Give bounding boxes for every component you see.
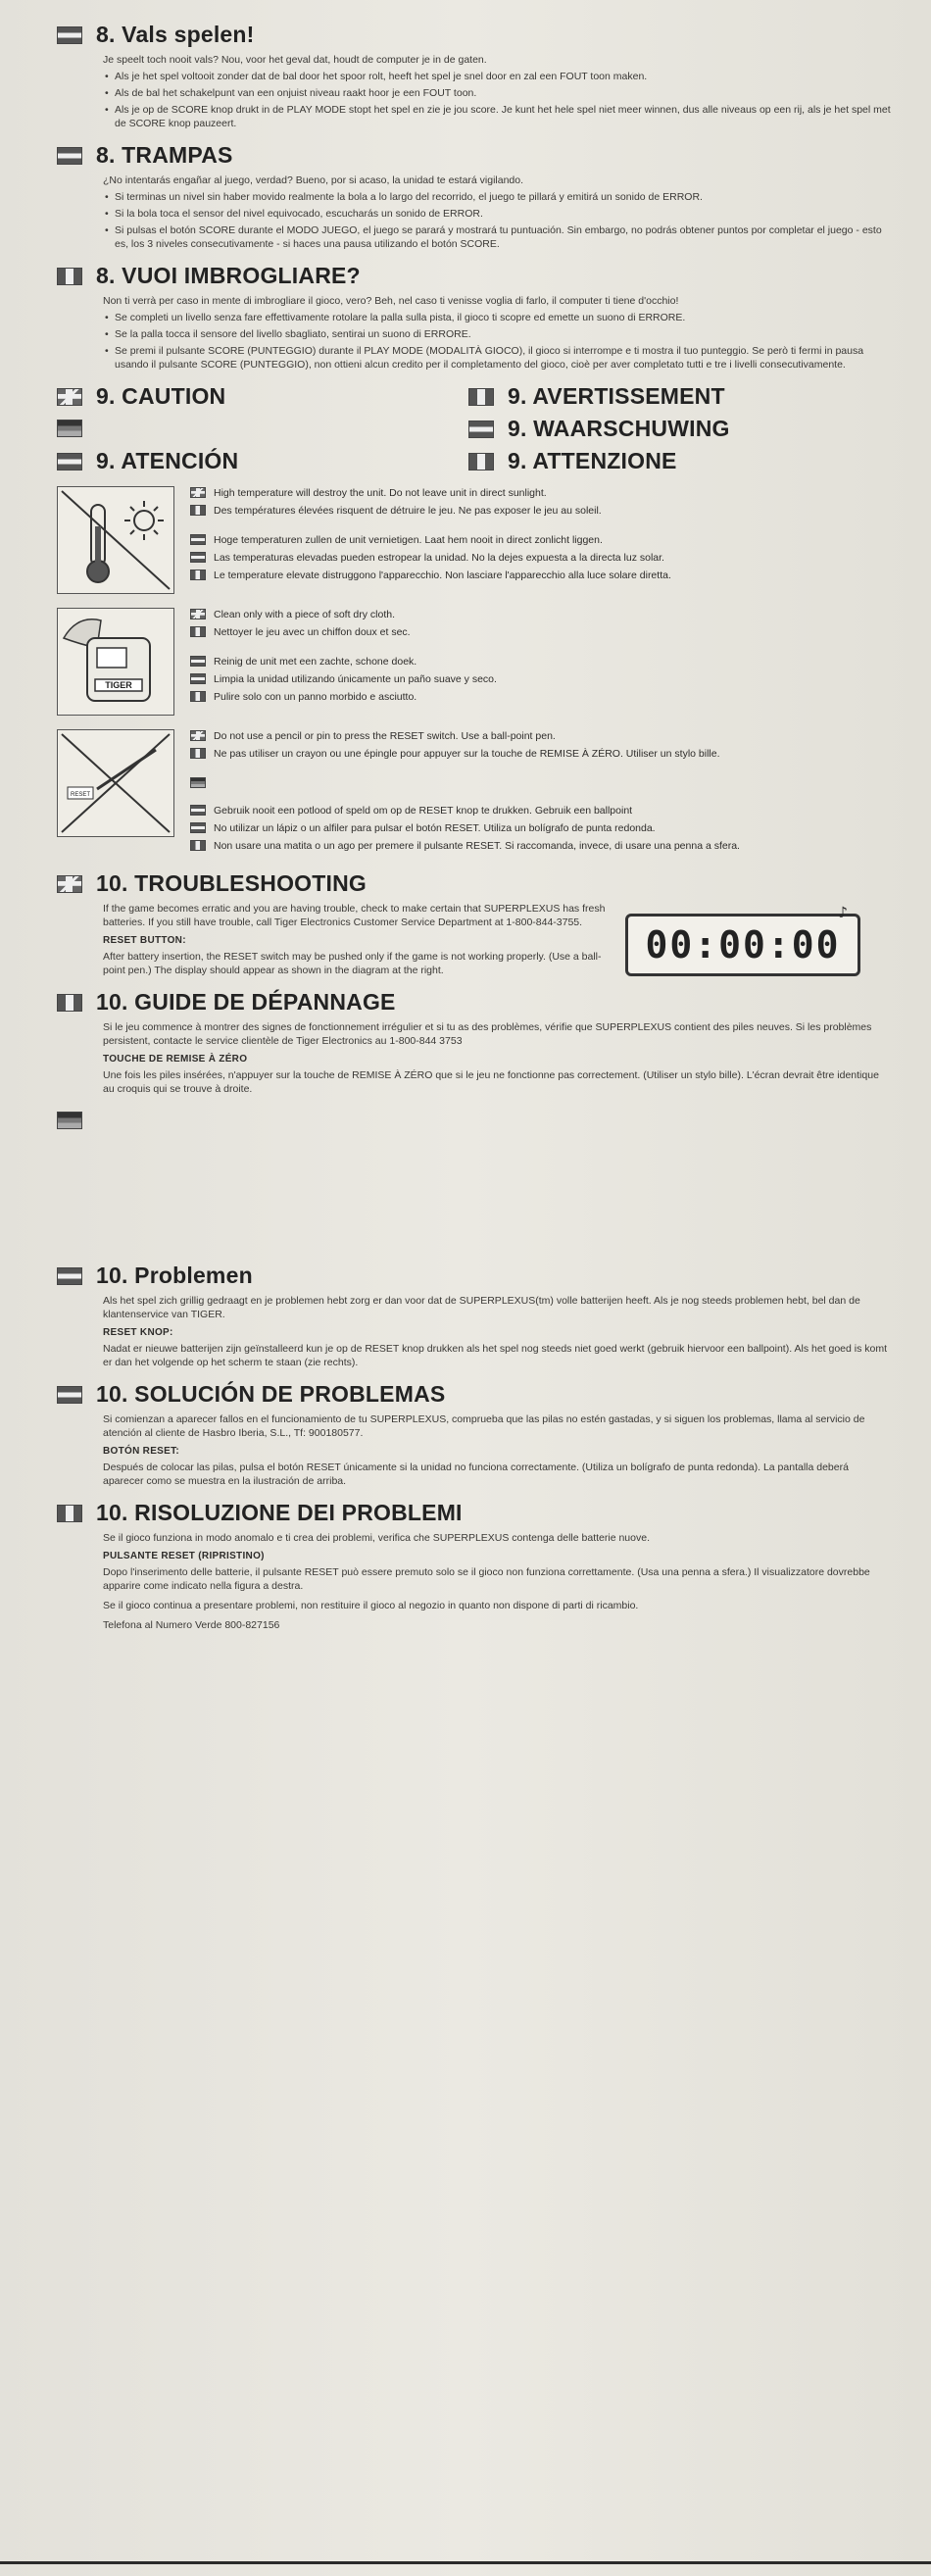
spanish-flag-icon (190, 822, 206, 833)
section-title: 10. RISOLUZIONE DEI PROBLEMI (96, 1500, 463, 1525)
german-flag-icon (57, 1112, 82, 1129)
phone-line: Telefona al Numero Verde 800-827156 (103, 1619, 280, 1631)
section-title: 10. Problemen (96, 1263, 253, 1288)
uk-flag-icon (57, 875, 82, 893)
dutch-flag-icon (190, 656, 206, 667)
attenzione-title: 9. ATTENZIONE (508, 448, 677, 473)
section-intro: If the game becomes erratic and you are having trouble, check to make certain that SUPERPLEXUS has fresh batteries. If you still have trouble, call Tiger Electronics Customer Service Department at 1-800-844-3755. (103, 903, 606, 928)
reset-subhead: PULSANTE RESET (RIPRISTINO) (103, 1551, 265, 1561)
caution-text: Nettoyer le jeu avec un chiffon doux et sec. (214, 626, 411, 638)
spanish-flag-icon (57, 147, 82, 165)
spanish-flag-icon (190, 552, 206, 563)
section-8-it (57, 263, 892, 372)
lcd-readout: 00:00:00 (645, 923, 841, 966)
section-title: 10. GUIDE DE DÉPANNAGE (96, 989, 396, 1015)
reset-subhead: TOUCHE DE REMISE À ZÉRO (103, 1054, 248, 1065)
spanish-flag-icon (57, 453, 82, 471)
uk-flag-icon (190, 730, 206, 741)
caution-text: Gebruik nooit een potlood of speld om op de RESET knop te drukken. Gebruik een ballpoint (214, 805, 633, 817)
reset-body: Dopo l'inserimento delle batterie, il pulsante RESET può essere premuto solo se il gioco non funziona correttamente. (Usa una penna a sfera.) Il visualizzatore dovrebbe apparire come indicato nella figura a destra. (103, 1566, 870, 1592)
cleaning-picture (57, 608, 174, 716)
french-flag-icon (190, 748, 206, 759)
italian-flag-icon (190, 840, 206, 851)
bullet-item: • Se completi un livello senza fare effettivamente rotolare la palla sulla pista, il gioco ti scopre ed emette un suono di ERRORE. (103, 311, 892, 324)
caution-headings (57, 383, 892, 474)
caution-text: Des températures élevées risquent de détruire le jeu. Ne pas exposer le jeu au soleil. (214, 505, 602, 517)
caution-text: High temperature will destroy the unit. Do not leave unit in direct sunlight. (214, 487, 547, 499)
bullet-item: • Als de bal het schakelpunt van een onjuist niveau raakt hoor je een FOUT toon. (103, 86, 892, 100)
thermometer-sun-icon (58, 487, 173, 593)
section-10-de-faded (57, 1108, 892, 1255)
caution-text: Non usare una matita o un ago per premere il pulsante RESET. Si raccomanda, invece, di usare una penna a sfera. (214, 840, 740, 852)
bullet-item: • Si pulsas el botón SCORE durante el MODO JUEGO, el juego se parará y mostrará tu puntuación. Sin embargo, no podrás obtener puntos por completar el juego - esto es, los 3 niveles consecutivamente - si haces una pausa utilizando el botón SCORE. (103, 223, 892, 251)
section-intro: Als het spel zich grillig gedraagt en je problemen hebt zorg er dan voor dat de SUPERPLEXUS(tm) volle batterijen heeft. Als je nog steeds problemen hebt, bel dan de klantenservice van TIGER. (103, 1295, 860, 1320)
bottom-rule (0, 2561, 931, 2564)
spanish-flag-icon (190, 673, 206, 684)
section-10-it (57, 1500, 892, 1632)
section-intro: ¿No intentarás engañar al juego, verdad? Bueno, por si acaso, la unidad te estará vigilando. (103, 174, 524, 186)
caution-text: Las temperaturas elevadas pueden estropear la unidad. No la dejes expuesta a la directa luz solar. (214, 552, 664, 564)
section-title: 10. TROUBLESHOOTING (96, 870, 367, 896)
reset-body: Nadat er nieuwe batterijen zijn geïnstalleerd kun je op de RESET knop drukken als het spel nog steeds niet goed werkt (gebruik hiervoor een ballpoint). Als het goed is komt er dan het volgende op het scherm te staan (zie rechts). (103, 1343, 888, 1368)
italian-flag-icon (190, 691, 206, 702)
caution-text: Reinig de unit met een zachte, schone doek. (214, 656, 417, 668)
avertissement-title: 9. AVERTISSEMENT (508, 383, 725, 409)
section-title: 8. VUOI IMBROGLIARE? (96, 263, 361, 288)
reset-body: Une fois les piles insérées, n'appuyer sur la touche de REMISE À ZÉRO que si le jeu ne fonctionne pas correctement. (Utiliser un stylo bille). L'écran devrait être identique au croquis qui se trouve à droite. (103, 1069, 879, 1095)
dutch-flag-icon (57, 1267, 82, 1285)
bullet-list (103, 311, 892, 372)
bullet-item: • Se la palla tocca il sensore del livello sbagliato, sentirai un suono di ERRORE. (103, 327, 892, 341)
caution-text: Do not use a pencil or pin to press the RESET switch. Use a ball-point pen. (214, 730, 556, 742)
dutch-flag-icon (57, 26, 82, 44)
section-10-en (57, 870, 892, 977)
italian-flag-icon (468, 453, 494, 471)
caution-heat (57, 486, 892, 594)
dutch-flag-icon (190, 534, 206, 545)
section-intro: Je speelt toch nooit vals? Nou, voor het geval dat, houdt de computer je in de gaten. (103, 54, 487, 66)
italian-flag-icon (190, 570, 206, 580)
italian-flag-icon (57, 268, 82, 285)
waarschuwing-title: 9. WAARSCHUWING (508, 416, 730, 441)
section-intro: Se il gioco funziona in modo anomalo e ti crea dei problemi, verifica che SUPERPLEXUS contenga delle batterie nuove. (103, 1532, 650, 1544)
section-8-es (57, 142, 892, 251)
italian-flag-icon (57, 1505, 82, 1522)
bullet-item: • Si la bola toca el sensor del nivel equivocado, escucharás un sonido de ERROR. (103, 207, 892, 221)
french-flag-icon (190, 626, 206, 637)
section-title: 8. TRAMPAS (96, 142, 233, 168)
french-flag-icon (57, 994, 82, 1012)
caution-text: Clean only with a piece of soft dry cloth. (214, 609, 396, 620)
reset-subhead: RESET BUTTON: (103, 935, 186, 946)
cloth-device-icon (58, 609, 173, 715)
reset-body-2: Se il gioco continua a presentare problemi, non restituire il gioco al negozio in quanto non dispone di parti di ricambio. (103, 1600, 639, 1611)
bullet-item: • Si terminas un nivel sin haber movido realmente la bola a lo largo del recorrido, el juego te pillará y emitirá un sonido de ERROR. (103, 190, 892, 204)
bullet-item: • Als je op de SCORE knop drukt in de PLAY MODE stopt het spel en zie je jou score. Je kunt het hele spel niet meer winnen, dus alle niveaus op een rij, als je het spel met de SCORE knop pauzeert. (103, 103, 892, 130)
section-10-fr (57, 989, 892, 1096)
section-intro: Si comienzan a aparecer fallos en el funcionamiento de tu SUPERPLEXUS, comprueba que las pilas no estén gastadas, y si siguen los problemas, llama al servicio de atención al cliente de Hasbro Iberia, S.L., Tf: 900180577. (103, 1413, 865, 1439)
tiger-logo-text: TIGER (105, 680, 132, 690)
reset-body: Después de colocar las pilas, pulsa el botón RESET únicamente si la unidad no funciona correctamente. (Utiliza un bolígrafo de punta redonda). La pantalla deberá aparecer como se muestra en la ilustración de arriba. (103, 1461, 849, 1487)
dutch-flag-icon (468, 421, 494, 438)
french-flag-icon (468, 388, 494, 406)
spanish-flag-icon (57, 1386, 82, 1404)
section-intro: Non ti verrà per caso in mente di imbrogliare il gioco, vero? Beh, nel caso ti venisse voglia di farlo, il computer ti tiene d'occhio! (103, 295, 679, 307)
no-pin-icon (58, 730, 173, 836)
lcd-display (625, 903, 860, 976)
caution-pen (57, 729, 892, 857)
section-10-nl (57, 1263, 892, 1369)
caution-title: 9. CAUTION (96, 383, 226, 409)
reset-label-text: RESET (70, 792, 91, 798)
caution-text: Limpia la unidad utilizando únicamente un paño suave y seco. (214, 673, 497, 685)
atencion-title: 9. ATENCIÓN (96, 448, 239, 473)
uk-flag-icon (190, 487, 206, 498)
bullet-item: • Als je het spel voltooit zonder dat de bal door het spoor rolt, heeft het spel je snel door en zal een FOUT toon maken. (103, 70, 892, 83)
section-title: 8. Vals spelen! (96, 22, 255, 47)
german-flag-icon (190, 777, 206, 788)
section-10-es (57, 1381, 892, 1488)
reset-subhead: BOTÓN RESET: (103, 1446, 180, 1457)
bullet-item: • Se premi il pulsante SCORE (PUNTEGGIO) durante il PLAY MODE (MODALITÀ GIOCO), il gioco si interrompe e ti mostra il tuo punteggio. Se però ti fermi in pausa usando il pulsante SCORE (PUNTEGGIO), non ottieni alcun credito per il completamento del gioco, cioè per aver completato tutti e tre i livelli consecutivamente. (103, 344, 892, 372)
reset-subhead: RESET KNOP: (103, 1327, 173, 1338)
heat-warning-picture (57, 486, 174, 594)
caution-text: No utilizar un lápiz o un alfiler para pulsar el botón RESET. Utiliza un bolígrafo de punta redonda. (214, 822, 656, 834)
section-title: 10. SOLUCIÓN DE PROBLEMAS (96, 1381, 446, 1407)
dutch-flag-icon (190, 805, 206, 816)
caution-clean (57, 608, 892, 716)
uk-flag-icon (190, 609, 206, 619)
german-flag-icon (57, 420, 82, 437)
section-intro: Si le jeu commence à montrer des signes de fonctionnement irrégulier et si tu as des problèmes, vérifie que SUPERPLEXUS contient des piles neuves. Si les problèmes persistent, contacte le service clientèle de Tiger Electronics au 1-800-844 3753 (103, 1021, 872, 1047)
caution-text: Ne pas utiliser un crayon ou une épingle pour appuyer sur la touche de REMISE À ZÉRO. Utiliser un stylo bille. (214, 748, 720, 760)
speaker-icon: ♪ (838, 903, 850, 921)
caution-text: Le temperature elevate distruggono l'apparecchio. Non lasciare l'apparecchio alla luce solare diretta. (214, 570, 671, 581)
bullet-list (103, 70, 892, 130)
bullet-list (103, 190, 892, 251)
section-8-nl (57, 22, 892, 130)
uk-flag-icon (57, 388, 82, 406)
caution-text: Pulire solo con un panno morbido e asciutto. (214, 691, 417, 703)
reset-pen-picture (57, 729, 174, 837)
reset-body: After battery insertion, the RESET switch may be pushed only if the game is not working properly. (Use a ball-point pen.) The display should appear as shown in the diagram at the right. (103, 951, 602, 976)
french-flag-icon (190, 505, 206, 516)
caution-text: Hoge temperaturen zullen de unit vernietigen. Laat hem nooit in direct zonlicht liggen. (214, 534, 603, 546)
